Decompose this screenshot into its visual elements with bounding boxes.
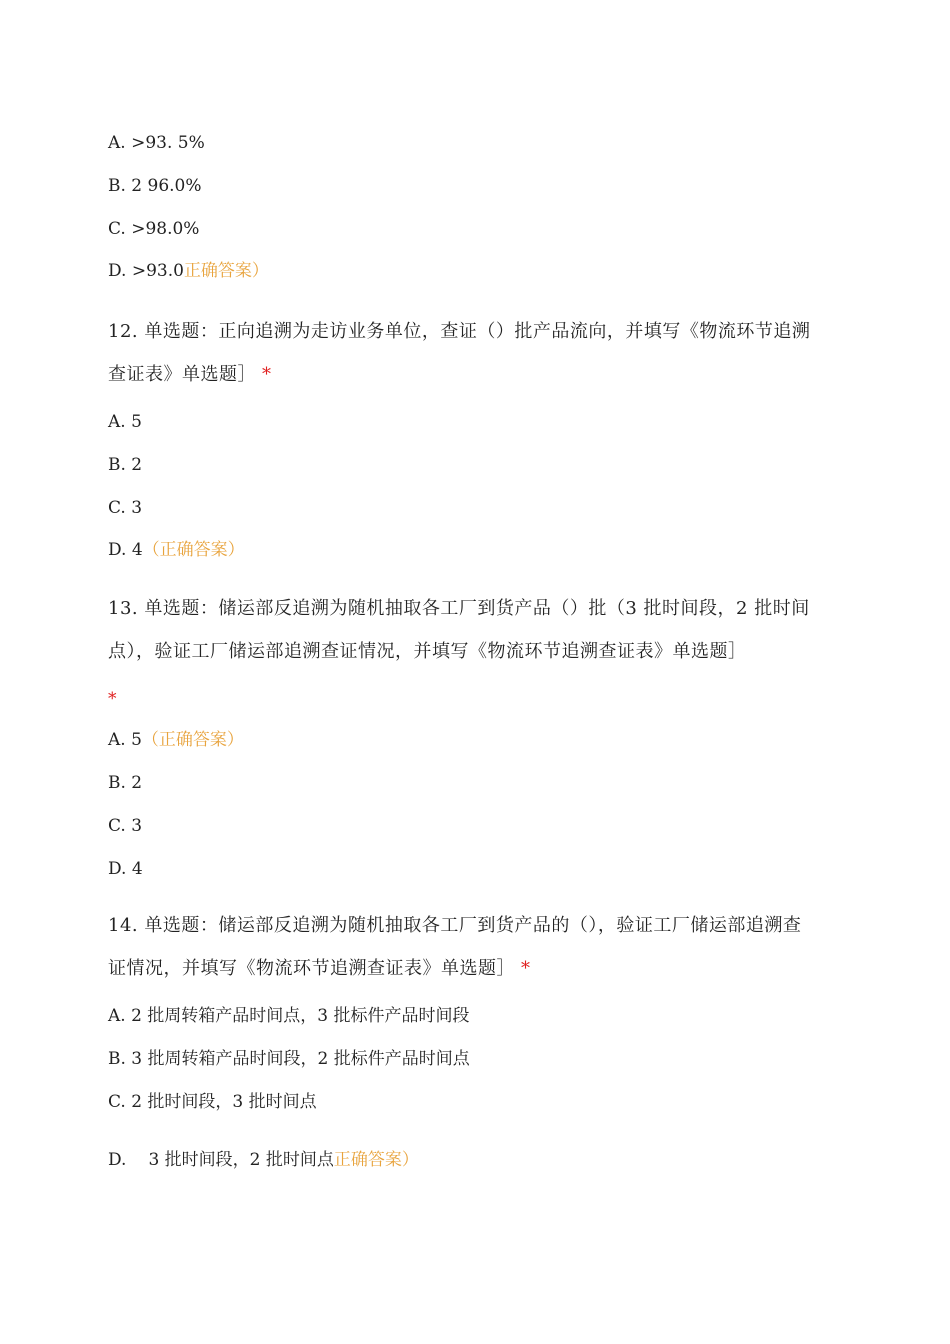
correct-answer-label: 正确答案） (183, 261, 269, 281)
required-asterisk: * (262, 364, 272, 385)
q11-option-c: C. >98.0% (108, 219, 200, 239)
q13-option-d: D. 4 (108, 859, 143, 879)
q13-option-b: B. 2 (108, 773, 143, 793)
q13-title-line1: 13. 单选题：储运部反追溯为随机抽取各工厂到货产品（）批（3 批时间段，2 批时间 (108, 598, 810, 619)
q12-title-line1: 12. 单选题：正向追溯为走访业务单位，查证（）批产品流向，并填写《物流环节追溯 (108, 321, 811, 342)
q12-title-line2: 查证表》单选题］ * (108, 364, 272, 385)
q14-title-line2: 证情况，并填写《物流环节追溯查证表》单选题］ * (108, 958, 531, 979)
q13-option-a: A. 5（正确答案） (108, 730, 244, 750)
q14-option-c: C. 2 批时间段，3 批时间点 (108, 1092, 317, 1112)
q11-option-a: A. >93. 5% (108, 133, 205, 153)
correct-answer-label: 正确答案） (333, 1150, 419, 1170)
required-asterisk: * (521, 958, 531, 979)
q12-option-a: A. 5 (108, 412, 142, 432)
q13-option-c: C. 3 (108, 816, 143, 836)
q14-option-d: D. 3 批时间段，2 批时间点正确答案） (108, 1150, 419, 1170)
q12-option-d: D. 4（正确答案） (108, 540, 245, 560)
correct-answer-label: （正确答案） (141, 730, 244, 750)
q12-option-b: B. 2 (108, 455, 143, 475)
q14-option-a: A. 2 批周转箱产品时间点，3 批标件产品时间段 (108, 1006, 470, 1026)
q11-option-d: D. >93.0正确答案） (108, 261, 269, 281)
q13-title-line2: 点），验证工厂储运部追溯查证情况，并填写《物流环节追溯查证表》单选题］ (108, 641, 747, 662)
q11-option-b: B. 2 96.0% (108, 176, 202, 196)
q14-title-line1: 14. 单选题：储运部反追溯为随机抽取各工厂到货产品的（），验证工厂储运部追溯查 (108, 915, 802, 936)
q14-option-b: B. 3 批周转箱产品时间段，2 批标件产品时间点 (108, 1049, 470, 1069)
q13-required-asterisk: * (108, 689, 117, 709)
q12-option-c: C. 3 (108, 498, 143, 518)
correct-answer-label: （正确答案） (142, 540, 245, 560)
